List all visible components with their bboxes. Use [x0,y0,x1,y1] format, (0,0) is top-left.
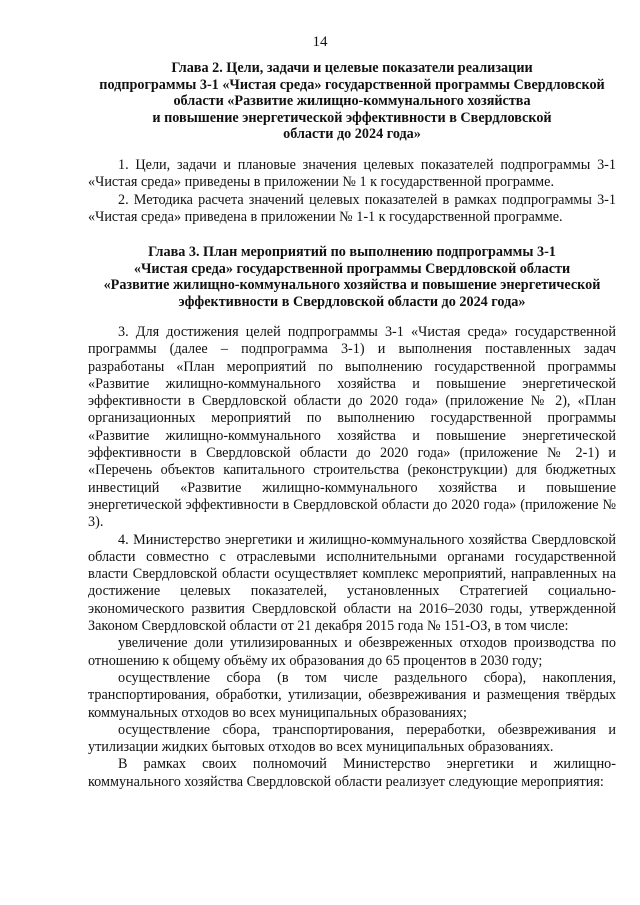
heading-line: области «Развитие жилищно-коммунального хозяйства [173,93,531,110]
chapter-3-body [88,324,616,791]
paragraph: В рамках своих полномочий Министерство энергетики и жилищно-коммунального хозяйства Свердловской области реализует следующие мероприятия: [88,756,616,790]
heading-line: и повышение энергетической эффективности в Свердловской [152,109,552,126]
list-item: осуществление сбора, транспортирования, переработки, обезвреживания и утилизации жидких бытовых отходов во всех муниципальных образованиях. [88,721,616,756]
list-item: увеличение доли утилизированных и обезвреженных отходов производства по отношению к общему объёму их образования до 65 процентов в 2030 году; [88,635,616,669]
heading-line: «Развитие жилищно-коммунального хозяйства и повышение энергетической [103,277,601,294]
chapter-2-heading [88,60,616,143]
paragraph: 3. Для достижения целей подпрограммы 3-1 «Чистая среда» государственной программы (далее – подпрограмма 3-1) и выполнения поставленных задач разработаны «План мероприятий по выполнению государственной программы «Развитие жилищно-коммунального хозяйства и повышение энергетической эффективности в Свердловской области до 2020 года» (приложение № 2), «План организационных мероприятий по выполнению государственной программы «Развитие жилищно-коммунального хозяйства и повышение энергетической эффективности в Свердловской области до 2020 года» (приложение № 2-1) и «Перечень объектов капитального строительства (реконструкции) для бюджетных инвестиций «Развитие жилищно-коммунального хозяйства и повышение энергетической эффективности в Свердловской области до 2020 года» (приложение № 3). [88,324,616,531]
heading-line: эффективности в Свердловской области до 2024 года» [178,293,526,310]
paragraph: 4. Министерство энергетики и жилищно-коммунального хозяйства Свердловской области совместно с отраслевыми исполнительными органами государственной власти Свердловской области осуществляет комплекс мероприятий, направленных на достижение целевых показателей, установленных Стратегией социально-экономического развития Свердловской области на 2016–2030 годы, утвержденной Законом Свердловской области от 21 декабря 2015 года № 151-ОЗ, в том числе: [88,531,616,635]
paragraph: 1. Цели, задачи и плановые значения целевых показателей подпрограммы 3-1 «Чистая среда» приведены в приложении № 1 к государственной программе. [88,157,616,191]
list-item: осуществление сбора (в том числе раздельного сбора), накопления, транспортирования, обработки, утилизации, обезвреживания и размещения твёрдых коммунальных отходов во всех муниципальных образованиях; [88,669,616,721]
page-number: 14 [312,34,328,50]
heading-line: Глава 3. План мероприятий по выполнению подпрограммы 3-1 [148,244,556,260]
chapter-2-body [88,157,616,226]
paragraph: 2. Методика расчета значений целевых показателей в рамках подпрограммы 3-1 «Чистая среда» приведена в приложении № 1-1 к государственной программе. [88,191,616,225]
heading-line: области до 2024 года» [283,126,421,143]
heading-line: подпрограммы 3-1 «Чистая среда» государственной программы Свердловской [99,76,605,93]
heading-line: «Чистая среда» государственной программы Свердловской области [133,260,571,277]
heading-line: Глава 2. Цели, задачи и целевые показатели реализации [171,60,533,76]
chapter-3-heading [88,244,616,310]
